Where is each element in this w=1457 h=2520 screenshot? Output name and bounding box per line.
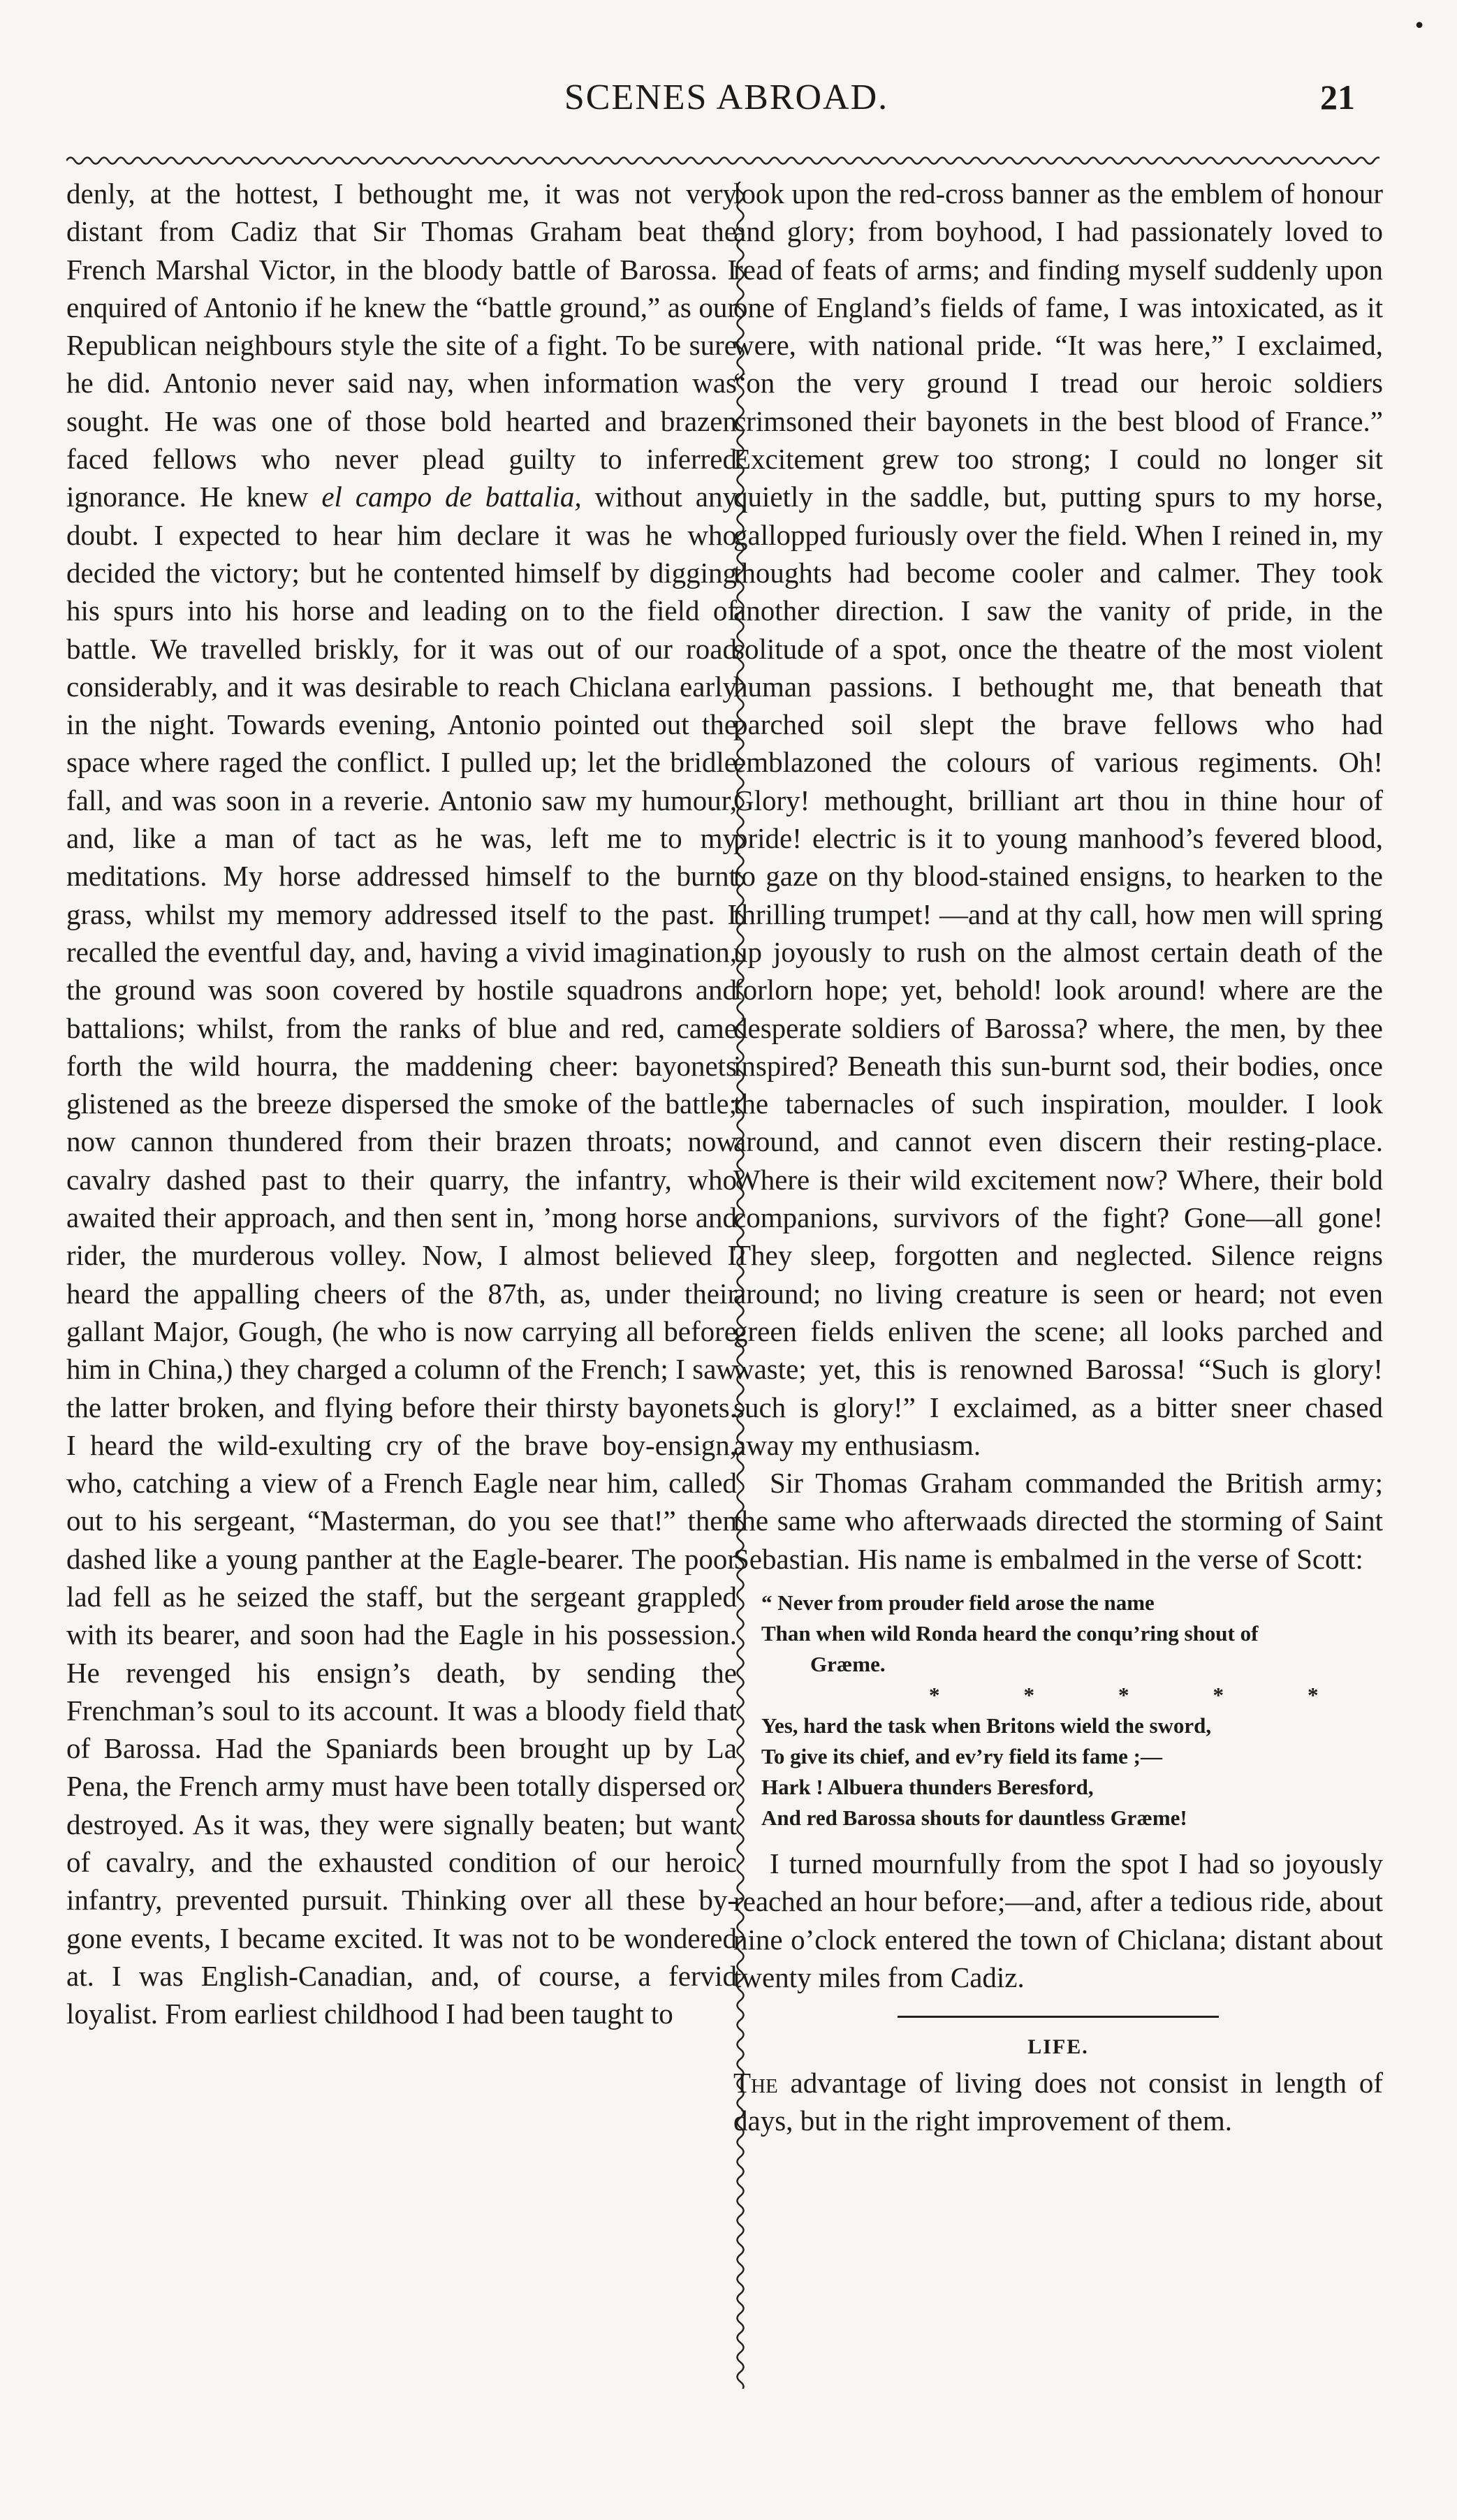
life-text: advantage of living does not consist in length of days, but in the right improvement of them. bbox=[733, 2067, 1383, 2137]
verse-line: To give its chief, and ev’ry field its fame ;— bbox=[761, 1743, 1162, 1768]
wavy-header-rule bbox=[66, 150, 1379, 171]
running-header bbox=[70, 77, 1383, 140]
verse-line: Than when wild Ronda heard the conqu’ring shout of bbox=[761, 1620, 1259, 1646]
margin-mark: • bbox=[1413, 14, 1426, 38]
right-paragraph-2: Sir Thomas Graham commanded the British army; the same who afterwaads directed the storming of Saint Sebastian. His name is embalmed in the verse of Scott: bbox=[733, 1467, 1383, 1575]
italic-phrase: el campo de battalia, bbox=[321, 481, 582, 513]
verse-line: Græme. bbox=[810, 1651, 886, 1676]
left-paragraph bbox=[66, 175, 737, 2033]
section-heading-life: LIFE. bbox=[1027, 2035, 1089, 2059]
verse-line: Yes, hard the task when Britons wield the sword, bbox=[761, 1713, 1212, 1738]
right-paragraph-1: look upon the red-cross banner as the emblem of honour and glory; from boyhood, I had passionately loved to read of feats of arms; and finding myself suddenly upon one of England’s fields of fame, I was intoxicated, as it were, with national pride. “It was here,” I exclaimed, “on the very ground I tread our heroic soldiers crimsoned their bayonets in the best blood of France.” Excitement grew too strong; I could no longer sit quietly in the saddle, but, putting spurs to my horse, gallopped furiously over the field. When I reined in, my thoughts had become cooler and calmer. They took another direction. I saw the vanity of pride, in the solitude of a spot, once the theatre of the most violent human passions. I bethought me, that beneath that parched soil slept the brave fellows who had emblazoned the colours of various regiments. Oh! Glory! methought, brilliant art thou in thine hour of pride! electric is it to young manhood’s fevered blood, to gaze on thy blood-stained ensigns, to hearken to the thrilling trumpet! —and at thy call, how men will spring up joyously to rush on the almost certain death of the forlorn hope; yet, behold! look around! where are the desperate soldiers of Barossa? where, the men, by thee inspired? Beneath this sun-burnt sod, their bodies, once the tabernacles of such inspiration, moulder. I look around, and cannot even discern their resting-place. Where is their wild excitement now? Where, their bold companions, survivors of the fight? Gone—all gone! They sleep, forgotten and neglected. Silence reigns around; no living creature is seen or heard; not even green fields enliven the scene; all looks parched and waste; yet, this is renowned Barossa! “Such is glory! such is glory!” I exclaimed, as a bitter sneer chased away my enthusiasm. bbox=[733, 177, 1383, 1461]
verse-line: Hark ! Albuera thunders Beresford, bbox=[761, 1774, 1094, 1799]
section-rule bbox=[898, 2016, 1219, 2018]
left-paragraph-text: denly, at the hottest, I bethought me, it was not very distant from Cadiz that Sir Thomas Graham beat the French Marshal Victor, in the bloody battle of Barossa. I enquired of Antonio if he knew the “battle ground,” as our Republican neighbours style the site of a fight. To be sure he did. Antonio never said nay, when information was sought. He was one of those bold hearted and brazen faced fellows who never plead guilty to inferred ignorance. He knew bbox=[66, 177, 737, 513]
verse-ellipsis-stars: ***** bbox=[929, 1682, 1403, 1707]
left-paragraph-rest: without any doubt. I expected to hear him declare it was he who decided the victory; but he contented himself by digging his spurs into his horse and leading on to the field of battle. We travelled briskly, for it was out of our road considerably, and it was desirable to reach Chiclana early in the night. Towards evening, Antonio pointed out the space where raged the conflict. I pulled up; let the bridle fall, and was soon in a reverie. Antonio saw my humour, and, like a man of tact as he was, left me to my meditations. My horse addressed himself to the burnt grass, whilst my memory addressed itself to the past. I recalled the eventful day, and, having a vivid imagination, the ground was soon covered by hostile squadrons and battalions; whilst, from the ranks of blue and red, came forth the wild hourra, the maddening cheer: bayonets glistened as the breeze dispersed the smoke of the battle; now cannon thundered from their brazen throats; now cavalry dashed past to their quarry, the infantry, who awaited their approach, and then sent in, ’mong horse and rider, the murderous volley. Now, I almost believed I heard the appalling cheers of the 87th, as, under their gallant Major, Gough, (he who is now carrying all before him in China,) they charged a column of the French; I saw the latter broken, and flying before their thirsty bayonets. I heard the wild-exulting cry of the brave boy-ensign, who, catching a view of a French Eagle near him, called out to his sergeant, “Masterman, do you see that!” then dashed like a young panther at the Eagle-bearer. The poor lad fell as he seized the staff, but the sergeant grappled with its bearer, and soon had the Eagle in his possession. He revenged his ensign’s death, by sending the Frenchman’s soul to its account. It was a bloody field that of Barossa. Had the Spaniards been brought up by La Pena, the French army must have been totally dispersed or destroyed. As it was, they were signally beaten; but want of cavalry, and the exhausted condition of our heroic infantry, prevented pursuit. Thinking over all these by-gone events, I became excited. It was not to be wondered at. I was English-Canadian, and, of course, a fervid loyalist. From earliest childhood I had been taught to bbox=[66, 481, 737, 2030]
left-column bbox=[66, 175, 737, 2033]
verse-line: “ Never from prouder field arose the name bbox=[761, 1590, 1155, 1615]
verse-quotation bbox=[761, 1588, 1403, 1833]
running-title: SCENES ABROAD. bbox=[564, 78, 889, 117]
life-paragraph bbox=[733, 2064, 1383, 2140]
right-column bbox=[733, 175, 1403, 2140]
right-paragraph-3: I turned mournfully from the spot I had so joyously reached an hour before;—and, after a tedious ride, about nine o’clock entered the town of Chiclana; distant about twenty miles from Cadiz. bbox=[733, 1847, 1383, 1993]
verse-line: And red Barossa shouts for dauntless Græme! bbox=[761, 1805, 1187, 1830]
life-first-word: The bbox=[733, 2067, 778, 2100]
page-number: 21 bbox=[1320, 78, 1355, 117]
